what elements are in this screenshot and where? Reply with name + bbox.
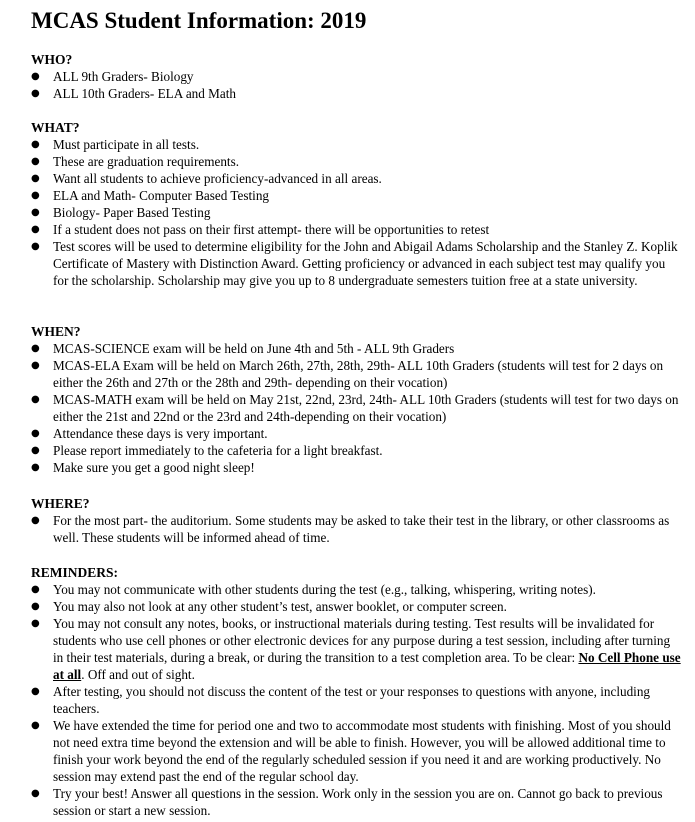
list-item: ● You may not communicate with other students during the test (e.g., talking, whispering, writing notes). — [31, 581, 681, 598]
list-item: ● Please report immediately to the cafeteria for a light breakfast. — [31, 442, 681, 459]
section-heading-what: WHAT? — [31, 120, 80, 135]
list-item: ● You may also not look at any other student’s test, answer booklet, or computer screen. — [31, 598, 681, 615]
what-list — [31, 136, 681, 289]
list-item: ● These are graduation requirements. — [31, 153, 681, 170]
section-when — [31, 324, 681, 476]
reminder-text: You may not consult any notes, books, or instructional materials during testing. Test results will be invalidated for students who use cell phones or other electronic devices for any purpose during a test session, including after turning in their test materials, during a break, or during the transition to a test completion area. To be clear: — [53, 616, 671, 665]
list-item: ● MCAS-SCIENCE exam will be held on June 4th and 5th - ALL 9th Graders — [31, 340, 681, 357]
list-item: ● Test scores will be used to determine eligibility for the John and Abigail Adams Scholarship and the Stanley Z. Koplik Certificate of Mastery with Distinction Award. Getting proficiency or advanced in each subject test may qualify you for the scholarship. Scholarship may give you up to 8 undergraduate semesters tuition free at a state university. — [31, 238, 681, 289]
list-item: ● ALL 10th Graders- ELA and Math — [31, 85, 681, 102]
section-heading-where: WHERE? — [31, 496, 90, 511]
list-item: ● Biology- Paper Based Testing — [31, 204, 681, 221]
section-who — [31, 52, 681, 102]
page-title: MCAS Student Information: 2019 — [31, 8, 367, 33]
section-what — [31, 120, 681, 289]
list-item: ● After testing, you should not discuss the content of the test or your responses to questions with anyone, including teachers. — [31, 683, 681, 717]
reminders-list — [31, 581, 681, 819]
list-item: ● If a student does not pass on their first attempt- there will be opportunities to retest — [31, 221, 681, 238]
list-item: ● For the most part- the auditorium. Some students may be asked to take their test in the library, or other classrooms as well. These students will be informed ahead of time. — [31, 512, 681, 546]
list-item: ● Try your best! Answer all questions in the session. Work only in the session you are on. Cannot go back to previous session or start a new session. — [31, 785, 681, 819]
section-heading-who: WHO? — [31, 52, 73, 67]
who-list — [31, 68, 681, 102]
list-item: ● ALL 9th Graders- Biology — [31, 68, 681, 85]
list-item: ● MCAS-ELA Exam will be held on March 26th, 27th, 28th, 29th- ALL 10th Graders (students will test for 2 days on either the 26th and 27th or the 28th and 29th- depending on their vocation) — [31, 357, 681, 391]
list-item: ● ELA and Math- Computer Based Testing — [31, 187, 681, 204]
reminder-tail: . Off and out of sight. — [81, 667, 195, 682]
list-item: ● Attendance these days is very important. — [31, 425, 681, 442]
section-heading-when: WHEN? — [31, 324, 81, 339]
list-item-cell-phone-rule — [31, 615, 681, 683]
when-list — [31, 340, 681, 476]
section-heading-reminders: REMINDERS: — [31, 565, 119, 580]
list-item: ● We have extended the time for period one and two to accommodate most students with finishing. Most of you should not need extra time beyond the extension and will be able to finish. However, you will be allowed additional time to finish your work beyond the end of the regularly scheduled session if you need it and are working productively. No session may extend past the end of the regular school day. — [31, 717, 681, 785]
list-item: ● Make sure you get a good night sleep! — [31, 459, 681, 476]
list-item: ● MCAS-MATH exam will be held on May 21st, 22nd, 23rd, 24th- ALL 10th Graders (students will test for two days on either the 21st and 22nd or the 23rd and 24th-depending on their vocation) — [31, 391, 681, 425]
section-where — [31, 496, 681, 546]
list-item: ● Must participate in all tests. — [31, 136, 681, 153]
list-item: ● Want all students to achieve proficiency-advanced in all areas. — [31, 170, 681, 187]
no-cell-phone-emphasis: No Cell Phone use at all — [53, 650, 681, 682]
section-reminders — [31, 565, 681, 819]
where-list — [31, 512, 681, 546]
